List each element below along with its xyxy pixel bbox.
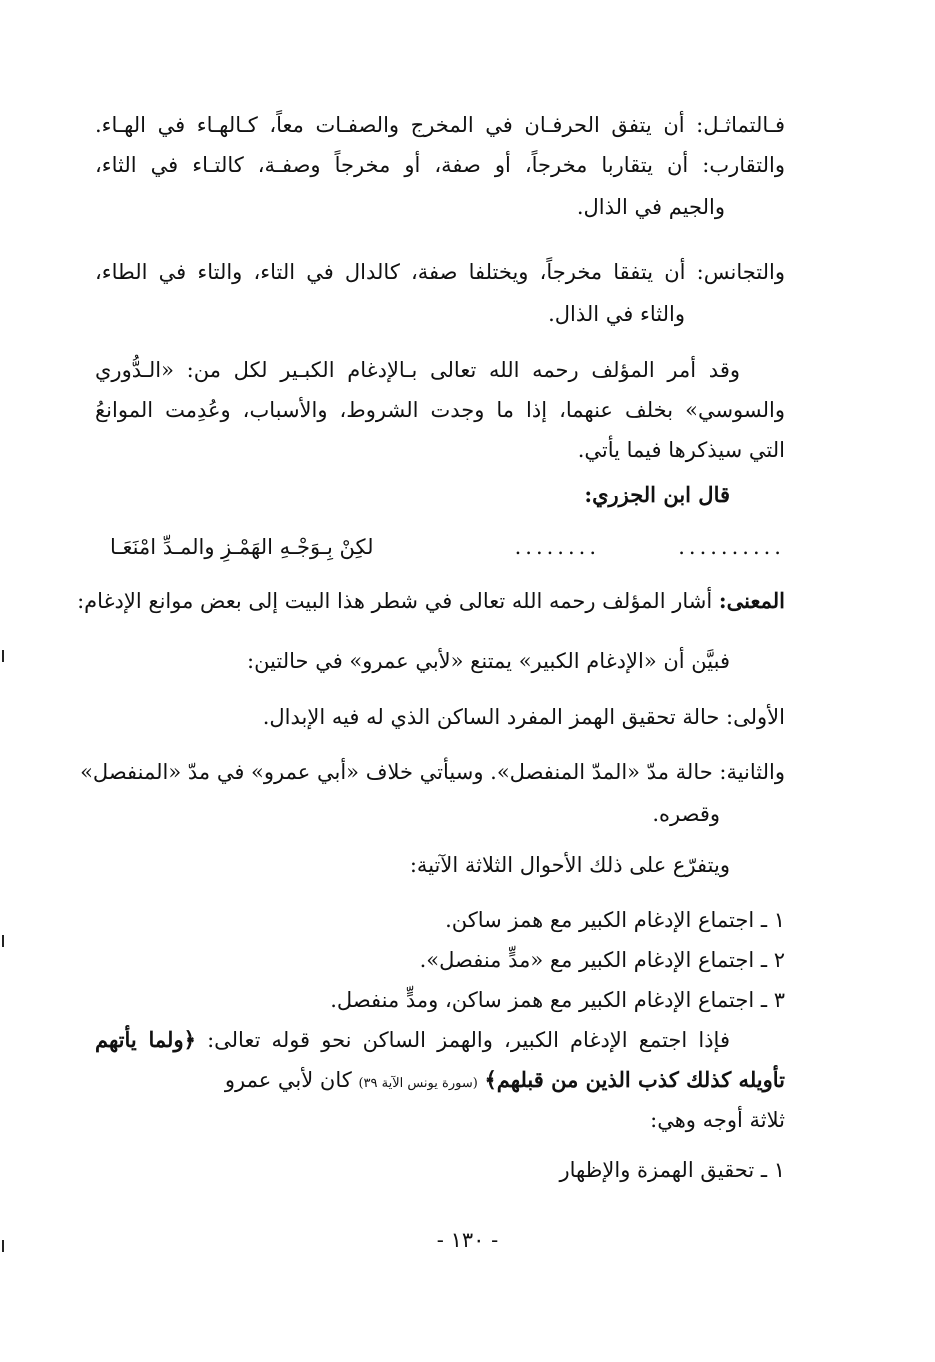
paragraph-al-thaniya-line-2: وقصره.: [652, 802, 720, 826]
paragraph-yatafarra: ويتفرّع على ذلك الأحوال الثلاثة الآتية:: [409, 853, 730, 877]
fa-idha-quran-end: تأويله كذلك كذب الذين من قبلهم﴾: [484, 1067, 785, 1092]
verse-text: لكِنْ بِـوَجْـهِ الهَمْـزِ والمـدِّ امْنَعَـا: [110, 535, 374, 559]
paragraph-maana: [77, 584, 785, 618]
paragraph-tajanus-line-1: والتجانس: أن يتفقا مخرجاً، ويختلفا صفة، كالدال في التاء، والتاء في الطاء،: [95, 260, 785, 284]
paragraph-tajanus-line-2: والثاء في الذال.: [548, 302, 685, 326]
verse-line: [110, 527, 785, 567]
verse-ellipsis-middle: ........: [514, 535, 600, 559]
fa-idha-quran-start: ﴿ولما يأتهم: [95, 1027, 196, 1052]
paragraph-al-ula: الأولى: حالة تحقيق الهمز المفرد الساكن الذي له فيه الإبدال.: [262, 705, 785, 729]
paragraph-thalatha-awjuh: ثلاثة أوجه وهي:: [650, 1108, 785, 1132]
list-wajh-1: ١ ـ تحقيق الهمزة والإظهار: [559, 1158, 785, 1182]
paragraph-fa-idha-line-1: [95, 1023, 730, 1057]
paragraph-amr-line-2: والسوسي» بخلف عنهما، إذا ما وجدت الشروط، والأسباب، وعُدِمت الموانعُ: [95, 398, 785, 422]
paragraph-tamathul: فـالتماثـل: أن يتفق الحرفـان في المخرج والصفـات معاً، كـالهـاء في الهـاء.: [95, 113, 785, 137]
scan-edge-mark-3: [2, 1240, 4, 1252]
paragraph-amr-line-3: التي سيذكرها فيما يأتي.: [577, 438, 785, 462]
fa-idha-rest: كان لأبي عمرو: [224, 1068, 352, 1092]
paragraph-amr-line-1: وقد أمر المؤلف رحمه الله تعالى بـالإدغام الكبـير لكل من: «الـدُّوري: [95, 358, 740, 382]
paragraph-al-thaniya-line-1: والثانية: حالة مدّ «المدّ المنفصل». وسيأتي خلاف «أبي عمرو» في مدّ «المنفصل»: [80, 760, 785, 784]
maana-label: المعنى:: [718, 588, 785, 613]
verse-ellipsis-right: ..........: [678, 535, 785, 559]
paragraph-fa-idha-line-2: [95, 1063, 785, 1101]
list-item-2: ٢ ـ اجتماع الإدغام الكبير مع «مدٍّ منفصل».: [419, 948, 785, 972]
scan-edge-mark-1: [2, 650, 4, 662]
paragraph-taqarub-line-2: والجيم في الذال.: [576, 195, 725, 219]
list-item-3: ٣ ـ اجتماع الإدغام الكبير مع همز ساكن، ومدٍّ منفصل.: [330, 988, 785, 1012]
heading-qala-ibn-aljazari: قال ابن الجزري:: [584, 482, 730, 507]
paragraph-taqarub-line-1: والتقارب: أن يتقاربا مخرجاً، أو صفة، أو مخرجاً وصفـة، كالتـاء في الثاء،: [95, 153, 785, 177]
maana-text: أشار المؤلف رحمه الله تعالى في شطر هذا البيت إلى بعض موانع الإدغام:: [77, 589, 713, 613]
scan-edge-mark-2: [2, 935, 4, 947]
paragraph-bayyana: فبيَّن أن «الإدغام الكبير» يمتنع «لأبي عمرو» في حالتين:: [247, 649, 730, 673]
list-item-1: ١ ـ اجتماع الإدغام الكبير مع همز ساكن.: [445, 908, 785, 932]
fa-idha-surah-reference: (سورة يونس الآية ٣٩): [358, 1076, 478, 1091]
page-number: - ١٣٠ -: [436, 1228, 499, 1252]
fa-idha-label: فإذا اجتمع الإدغام الكبير، والهمز الساكن نحو قوله تعالى:: [207, 1028, 730, 1052]
